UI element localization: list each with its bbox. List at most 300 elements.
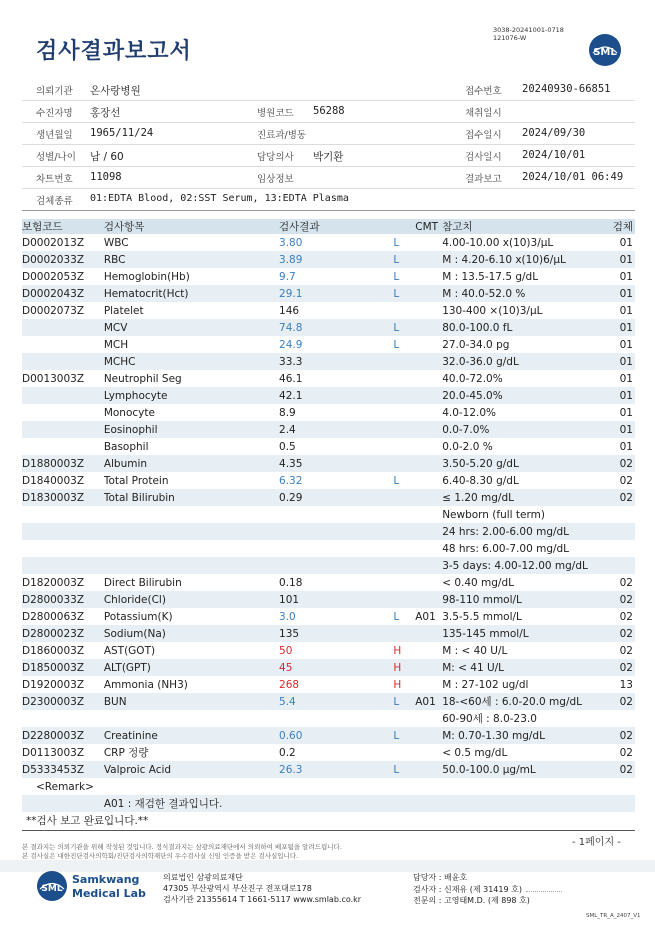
logo-text-line2: Medical Lab (72, 887, 146, 900)
result-cell: 29.1 (279, 285, 393, 302)
flag-cell: L (393, 761, 415, 778)
result-cell: 33.3 (279, 353, 393, 370)
specimen-cell: 02 (619, 610, 633, 623)
item-cell: MCHC (104, 353, 279, 370)
item-cell: Valproic Acid (104, 761, 279, 778)
report-title: 검사결과보고서 (36, 39, 192, 64)
code-cell (22, 387, 104, 404)
lab-address: 47305 부산광역시 부산진구 전포대로178 (163, 884, 312, 893)
table-row (22, 506, 635, 523)
flag-cell (393, 438, 415, 455)
reference-cell: 6.40-8.30 g/dL (442, 474, 519, 487)
result-cell (279, 540, 393, 557)
flag-cell: H (393, 678, 402, 691)
table-row (22, 234, 635, 251)
code-cell (22, 404, 104, 421)
cmt-cell (415, 302, 442, 319)
signatures (413, 872, 562, 906)
specimen-cell: 01 (608, 285, 635, 302)
institution-label: 의뢰기관 (36, 86, 73, 97)
table-row (22, 251, 635, 268)
table-row (22, 370, 635, 387)
sex-age-value: 남 / 60 (90, 151, 124, 163)
specimen-cell: 01 (608, 353, 635, 370)
flag-cell: L (393, 338, 400, 351)
header-ref: 참고치 (442, 219, 608, 234)
document-id-line2: 121076-W (493, 34, 527, 42)
item-cell: Neutrophil Seg (103, 372, 182, 385)
specimen-cell: 02 (608, 625, 635, 642)
info-row (22, 79, 635, 101)
remark-text: A01 : 재검한 결과입니다. (104, 795, 635, 812)
table-row (22, 523, 635, 540)
table-row (22, 319, 635, 336)
result-cell: 3.0 (279, 610, 296, 623)
flag-cell: L (393, 319, 415, 336)
reference-cell: 24 hrs: 2.00-6.00 mg/dL (442, 523, 608, 540)
cmt-cell (415, 591, 442, 608)
specimen-label: 검체종류 (36, 196, 73, 207)
reference-cell: M : 40.0-52.0 % (442, 285, 608, 302)
flag-cell (393, 455, 415, 472)
cmt-cell (415, 523, 442, 540)
result-cell: 135 (279, 625, 393, 642)
flag-cell: H (393, 659, 415, 676)
reference-cell: 3.5-5.5 mmol/L (442, 610, 522, 623)
specialist-name: 고영태M.D. (제 898 호) (443, 896, 530, 905)
table-row (22, 404, 635, 421)
receipt-no-label: 접수번호 (465, 86, 502, 97)
specimen-cell: 02 (608, 727, 635, 744)
reference-cell: 20.0-45.0% (442, 387, 608, 404)
table-row (22, 285, 635, 302)
receipt-no-value: 20240930-66851 (522, 83, 611, 95)
result-cell: 0.5 (279, 440, 296, 453)
hospital-code-label: 병원코드 (257, 108, 294, 119)
remark-row (22, 795, 635, 812)
table-row (22, 574, 635, 591)
specimen-cell: 02 (619, 474, 633, 487)
table-row (22, 625, 635, 642)
item-cell: Direct Bilirubin (103, 576, 182, 589)
flag-cell (393, 540, 415, 557)
reference-cell: 0.0-2.0 % (442, 440, 493, 453)
item-cell: MCV (104, 319, 279, 336)
cmt-cell (415, 353, 442, 370)
info-row (22, 189, 635, 211)
specimen-cell: 01 (619, 270, 633, 283)
result-cell: 26.3 (279, 761, 393, 778)
header-item: 검사항목 (104, 219, 279, 234)
cmt-cell (415, 761, 442, 778)
document-id-line1: 3038-20241001-0718 (493, 26, 564, 34)
code-cell: D2800033Z (22, 591, 104, 608)
item-cell: BUN (104, 693, 279, 710)
specimen-cell: 02 (619, 576, 633, 589)
cmt-cell (415, 472, 442, 489)
specimen-cell (608, 557, 635, 574)
table-row (22, 727, 635, 744)
cmt-cell (415, 540, 442, 557)
cmt-cell (415, 404, 442, 421)
table-row (22, 693, 635, 710)
flag-cell: H (393, 644, 402, 657)
code-cell (22, 540, 104, 557)
item-cell: Lymphocyte (104, 387, 279, 404)
table-row (22, 659, 635, 676)
reference-cell: < 0.40 mg/dL (442, 576, 514, 589)
item-cell: Eosinophil (104, 421, 279, 438)
reference-cell: 130-400 ×(10)3/μL (442, 304, 543, 317)
reference-cell: M: < 41 U/L (442, 659, 608, 676)
cmt-cell (415, 489, 442, 506)
specimen-cell: 13 (619, 678, 633, 691)
specimen-cell: 01 (619, 304, 633, 317)
specimen-cell: 01 (608, 251, 635, 268)
code-cell: D1820003Z (22, 576, 85, 589)
page-number: - 1페이지 - (572, 837, 621, 848)
item-cell: Total Bilirubin (104, 489, 279, 506)
reference-cell: 60-90세 : 8.0-23.0 (442, 713, 537, 725)
cmt-cell (415, 251, 442, 268)
table-row (22, 761, 635, 778)
test-date-value: 2024/10/01 (522, 149, 586, 161)
specimen-cell: 01 (608, 387, 635, 404)
item-cell: Sodium(Na) (104, 625, 279, 642)
table-row (22, 353, 635, 370)
cmt-cell (415, 625, 442, 642)
code-cell: D2300003Z (22, 693, 104, 710)
item-cell: Chloride(Cl) (104, 591, 279, 608)
flag-cell (393, 710, 415, 727)
code-cell: D0002033Z (22, 251, 104, 268)
flag-cell: L (393, 285, 415, 302)
code-cell: D2280003Z (22, 727, 104, 744)
reference-cell: M : < 40 U/L (442, 644, 508, 657)
flag-cell (393, 506, 415, 523)
code-cell: D0002073Z (22, 304, 85, 317)
clinical-label: 임상정보 (257, 174, 294, 185)
staff-name: 배윤호 (443, 873, 468, 882)
code-cell: D0013003Z (22, 372, 85, 385)
document-id (493, 26, 564, 42)
cmt-cell (415, 285, 442, 302)
cmt-cell (415, 506, 442, 523)
notice-line-2: 본 검사실은 대한진단검사의학회/진단검사의학재단의 우수검사실 신임 인증을 받은 검사실입니다. (22, 852, 299, 860)
header-result: 검사결과 (279, 219, 393, 234)
code-cell: D2800023Z (22, 625, 104, 642)
cmt-cell (415, 727, 442, 744)
form-code: SML_TR_A_2407_V1 (586, 913, 641, 919)
flag-cell (393, 744, 415, 761)
specimen-cell: 01 (619, 372, 633, 385)
specimen-cell: 02 (608, 659, 635, 676)
specimen-cell: 01 (619, 236, 633, 249)
table-row (22, 489, 635, 506)
item-cell (104, 540, 279, 557)
flag-cell (393, 421, 415, 438)
code-cell: D0002053Z (22, 270, 85, 283)
info-row (22, 145, 635, 167)
specimen-value: 01:EDTA Blood, 02:SST Serum, 13:EDTA Plasma (90, 193, 349, 204)
specimen-cell (608, 710, 635, 727)
table-row (22, 676, 635, 693)
code-cell (22, 523, 104, 540)
flag-cell (393, 353, 415, 370)
receipt-date-label: 접수일시 (465, 130, 502, 141)
table-row (22, 472, 635, 489)
reference-cell: 98-110 mmol/L (442, 591, 608, 608)
flag-cell (393, 302, 415, 319)
cmt-cell (415, 268, 442, 285)
result-cell (279, 523, 393, 540)
remark-label: <Remark> (36, 780, 94, 793)
cmt-cell (415, 438, 442, 455)
specimen-cell: 02 (619, 746, 633, 759)
code-cell: D1860003Z (22, 644, 85, 657)
flag-cell (393, 370, 415, 387)
results-body (22, 234, 635, 812)
reference-cell: Newborn (full term) (442, 508, 545, 521)
header-specimen: 검체 (608, 219, 635, 234)
reference-cell: M : 13.5-17.5 g/dL (442, 270, 539, 283)
result-cell: 101 (279, 591, 393, 608)
header-cmt: CMT (415, 219, 442, 234)
flag-cell: L (393, 474, 400, 487)
item-cell: Hemoglobin(Hb) (103, 270, 190, 283)
item-cell: Albumin (104, 455, 279, 472)
reference-cell: M: 0.70-1.30 mg/dL (442, 727, 608, 744)
cmt-cell (415, 659, 442, 676)
reference-cell: M : 4.20-6.10 x(10)6/μL (442, 251, 608, 268)
result-cell: 6.32 (279, 474, 303, 487)
item-cell (104, 506, 279, 523)
flag-cell: L (393, 251, 415, 268)
chart-no-value: 11098 (90, 171, 122, 183)
item-cell (104, 557, 279, 574)
table-row (22, 438, 635, 455)
flag-cell (393, 574, 415, 591)
item-cell: CRP 정량 (103, 747, 149, 759)
chart-no-label: 차트번호 (36, 174, 73, 185)
specimen-cell: 02 (608, 489, 635, 506)
cmt-cell (415, 455, 442, 472)
reference-cell: 32.0-36.0 g/dL (442, 353, 608, 370)
result-cell (279, 506, 393, 523)
code-cell (22, 336, 104, 353)
table-row (22, 268, 635, 285)
specimen-cell: 01 (608, 421, 635, 438)
flag-cell (393, 404, 415, 421)
table-row (22, 642, 635, 659)
flag-cell (393, 523, 415, 540)
table-row (22, 710, 635, 727)
reference-cell: ≤ 1.20 mg/dL (442, 489, 608, 506)
reference-cell: 3-5 days: 4.00-12.00 mg/dL (442, 557, 608, 574)
table-row (22, 302, 635, 319)
item-cell (104, 710, 279, 727)
item-cell: Basophil (103, 440, 149, 453)
code-cell (22, 421, 104, 438)
flag-cell: L (393, 270, 400, 283)
cmt-cell (415, 336, 442, 353)
code-cell: D0002013Z (22, 236, 85, 249)
recipient-label: 수진자명 (36, 108, 73, 119)
item-cell (104, 523, 279, 540)
tester-label: 검사자 : (413, 885, 442, 894)
svg-text:SML: SML (41, 884, 63, 894)
specimen-cell: 02 (619, 644, 633, 657)
item-cell: RBC (104, 251, 279, 268)
cmt-cell (415, 574, 442, 591)
item-cell: WBC (103, 236, 129, 249)
signature-mark (526, 883, 562, 892)
result-cell: 24.9 (279, 338, 303, 351)
doctor-label: 담당의사 (257, 152, 294, 163)
table-row (22, 336, 635, 353)
remark-spacer (22, 795, 104, 812)
item-cell: AST(GOT) (103, 644, 156, 657)
item-cell: Ammonia (NH3) (103, 678, 188, 691)
code-cell (22, 438, 104, 455)
result-cell: 4.35 (279, 455, 393, 472)
lab-info (163, 872, 361, 905)
sex-age-label: 성별/나이 (36, 152, 76, 163)
specimen-cell: 02 (608, 761, 635, 778)
specimen-cell: 01 (608, 319, 635, 336)
table-row (22, 540, 635, 557)
table-header-row (22, 219, 635, 234)
result-cell: 0.2 (279, 746, 296, 759)
birth-label: 생년월일 (36, 130, 73, 141)
result-cell: 3.89 (279, 251, 393, 268)
flag-cell: L (393, 727, 415, 744)
reference-cell: 48 hrs: 6.00-7.00 mg/dL (442, 542, 570, 555)
result-cell (279, 710, 393, 727)
code-cell: D0002043Z (22, 285, 104, 302)
result-cell: 5.4 (279, 693, 393, 710)
reference-cell: 40.0-72.0% (442, 372, 503, 385)
cmt-cell (415, 421, 442, 438)
item-cell: ALT(GPT) (104, 659, 279, 676)
specimen-cell (608, 540, 635, 557)
flag-cell: L (393, 236, 400, 249)
specimen-cell (608, 506, 635, 523)
table-row (22, 455, 635, 472)
reference-cell: M : 27-102 ug/dl (442, 678, 529, 691)
reference-cell: 3.50-5.20 g/dL (442, 455, 608, 472)
collect-date-label: 채취일시 (465, 108, 502, 119)
table-row (22, 608, 635, 625)
result-cell: 0.18 (279, 576, 303, 589)
code-cell (22, 319, 104, 336)
cmt-cell (415, 234, 442, 251)
flag-cell: L (393, 693, 415, 710)
notice-line-1: 본 결과지는 의뢰기관을 위해 작성된 것입니다. 정식결과지는 삼광의료재단에서 의뢰하여 배포됨을 알려드립니다. (22, 843, 342, 851)
reference-cell: 50.0-100.0 μg/mL (442, 761, 608, 778)
receipt-date-value: 2024/09/30 (522, 127, 586, 139)
specimen-cell: 02 (608, 591, 635, 608)
hospital-code-value: 56288 (313, 105, 345, 117)
report-date-value: 2024/10/01 06:49 (522, 171, 624, 183)
cmt-cell (415, 642, 442, 659)
specimen-cell: 01 (619, 338, 633, 351)
info-row (22, 101, 635, 123)
cmt-cell (415, 370, 442, 387)
specimen-cell: 02 (608, 455, 635, 472)
logo-text-line1: Samkwang (72, 873, 140, 886)
flag-cell (393, 489, 415, 506)
code-cell (22, 710, 104, 727)
test-date-label: 검사일시 (465, 152, 502, 163)
table-row (22, 744, 635, 761)
table-row (22, 387, 635, 404)
item-cell: Hematocrit(Hct) (104, 285, 279, 302)
reference-cell: 0.0-7.0% (442, 421, 608, 438)
reference-cell: 4.00-10.00 x(10)3/μL (442, 236, 554, 249)
code-cell: D1880003Z (22, 455, 104, 472)
tester-name: 신재유 (제 31419 호) (443, 885, 522, 894)
header-flag (393, 219, 415, 234)
item-cell: Creatinine (104, 727, 279, 744)
lab-contact: 검사기관 21355614 T 1661-5117 www.smlab.co.kr (163, 895, 362, 904)
reference-cell: 80.0-100.0 fL (442, 319, 608, 336)
code-cell (22, 557, 104, 574)
result-cell: 0.60 (279, 727, 393, 744)
cmt-cell (415, 710, 442, 727)
specimen-cell: 01 (619, 406, 633, 419)
dept-label: 진료과/병동 (257, 130, 307, 141)
flag-cell: L (393, 610, 400, 623)
table-row (22, 557, 635, 574)
results-table (22, 219, 635, 812)
cmt-cell (415, 676, 442, 693)
sml-logo (36, 869, 154, 903)
institution-value: 온사랑병원 (90, 85, 141, 97)
result-cell: 8.9 (279, 406, 296, 419)
cmt-cell (415, 557, 442, 574)
result-cell: 45 (279, 659, 393, 676)
item-cell: Monocyte (103, 406, 155, 419)
remark-row (22, 778, 635, 795)
doctor-value: 박기환 (313, 151, 344, 163)
cmt-cell: A01 (415, 610, 436, 623)
report-complete-text: **검사 보고 완료입니다.** (26, 815, 149, 827)
code-cell (22, 353, 104, 370)
staff-label: 담당자 : (413, 873, 442, 882)
code-cell: D1920003Z (22, 678, 85, 691)
flag-cell (393, 591, 415, 608)
footer-divider (22, 830, 635, 831)
reference-cell: 135-145 mmol/L (442, 625, 608, 642)
recipient-value: 홍장선 (90, 107, 121, 119)
result-cell: 146 (279, 304, 300, 317)
badge-text: SML (593, 47, 617, 58)
table-row (22, 421, 635, 438)
cmt-cell: A01 (415, 693, 442, 710)
flag-cell (393, 387, 415, 404)
table-row (22, 591, 635, 608)
specimen-cell: 01 (619, 440, 633, 453)
cmt-cell (415, 319, 442, 336)
specimen-cell (608, 523, 635, 540)
result-cell (279, 557, 393, 574)
reference-cell: < 0.5 mg/dL (442, 746, 508, 759)
birth-value: 1965/11/24 (90, 127, 154, 139)
reference-cell: 18-<60세 : 6.0-20.0 mg/dL (442, 693, 608, 710)
code-cell: D1840003Z (22, 474, 85, 487)
item-cell: Platelet (103, 304, 144, 317)
